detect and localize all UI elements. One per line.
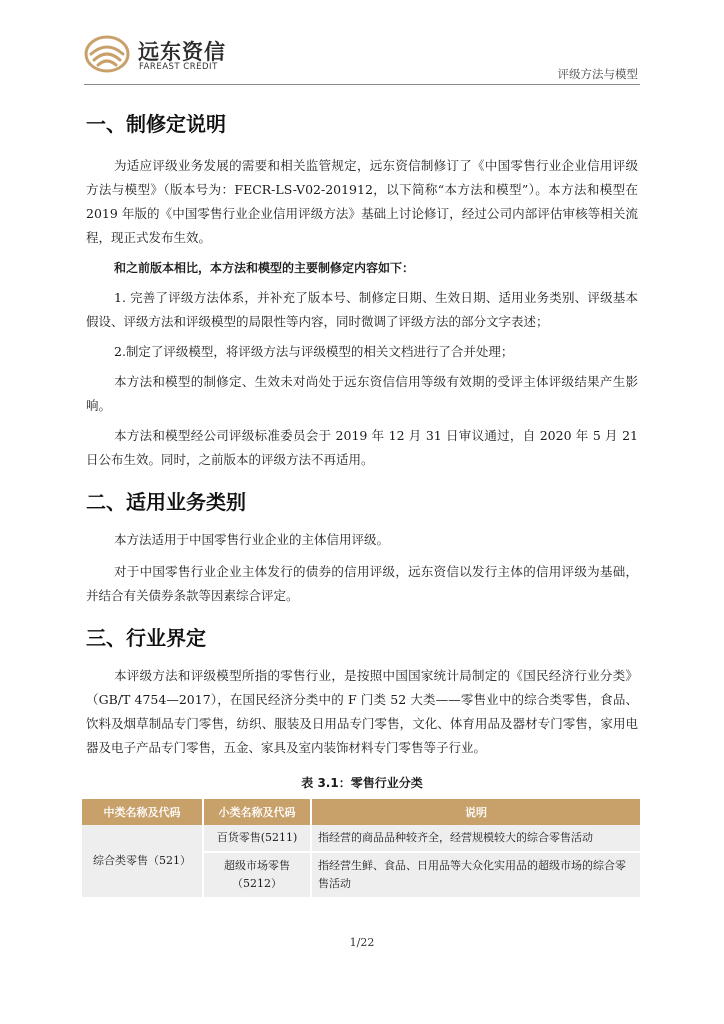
- section-2-paragraph: 本方法适用于中国零售行业企业的主体信用评级。: [114, 532, 390, 547]
- fareast-logo-icon: [84, 34, 130, 74]
- section-1-paragraph: 本方法和模型的制修定、生效未对尚处于远东资信信用等级有效期的受评主体评级结果产生影响。: [86, 374, 638, 413]
- brand-name-cn: 远东资信: [138, 40, 226, 64]
- document-body: [86, 110, 638, 899]
- section-2-title: 二、适用业务类别: [86, 490, 246, 514]
- section-1-paragraph: 1. 完善了评级方法体系，并补充了版本号、制修定日期、生效日期、适用业务类别、评级基本假设、评级方法和评级模型的局限性等内容，同时微调了评级方法的部分文字表述；: [86, 290, 638, 329]
- section-1-title: 一、制修定说明: [86, 112, 226, 136]
- mid-category-cell: 综合类零售（521）: [82, 825, 203, 898]
- section-1-paragraph: 为适应评级业务发展的需要和相关监管规定，远东资信制修订了《中国零售行业企业信用评级方法与模型》（版本号为：FECR-LS-V02-201912，以下简称“本方法和模型”）。本方法和模型在2019 年版的《中国零售行业企业信用评级方法》基础上讨论修订，经过公司内部评估审核等相关流程，现正式发布生效。: [86, 158, 638, 245]
- retail-classification-table: [82, 799, 640, 899]
- table-header-cell: 中类名称及代码: [82, 799, 203, 825]
- page-header: [84, 34, 640, 86]
- brand-name-en: FAREAST CREDIT: [139, 62, 218, 72]
- sub-category-cell: 百货零售(5211): [203, 825, 311, 852]
- header-divider: [84, 84, 640, 85]
- section-1-paragraph: 2.制定了评级模型，将评级方法与评级模型的相关文档进行了合并处理；: [114, 344, 514, 359]
- table-header-cell: 小类名称及代码: [203, 799, 311, 825]
- section-1-paragraph-bold: 和之前版本相比，本方法和模型的主要制修定内容如下：: [114, 261, 415, 275]
- section-2-paragraph: 对于中国零售行业企业主体发行的债券的信用评级，远东资信以发行主体的信用评级为基础，并结合有关债券条款等因素综合评定。: [86, 564, 638, 603]
- table-header-cell: 说明: [311, 799, 640, 825]
- section-3-title: 三、行业界定: [86, 626, 206, 650]
- table-caption: 表 3.1：零售行业分类: [301, 776, 423, 790]
- page-number: 1/22: [349, 936, 375, 949]
- table-header-row: [82, 799, 640, 825]
- sub-category-cell: 超级市场零售（5212）: [203, 852, 311, 898]
- document-type: 评级方法与模型: [557, 67, 638, 81]
- table-row: [82, 825, 640, 852]
- section-3-paragraph: 本评级方法和评级模型所指的零售行业，是按照中国国家统计局制定的《国民经济行业分类》（GB/T 4754—2017），在国民经济分类中的 F 门类 52 大类——零售业中的综合类零售，食品、饮料及烟草制品专门零售，纺织、服装及日用品专门零售，文化、体育用品及器材专门零售，家用电器及电子产品专门零售，五金、家具及室内装饰材料专门零售等子行业。: [86, 668, 638, 755]
- section-1-paragraph: 本方法和模型经公司评级标准委员会于 2019 年 12 月 31 日审议通过，自 2020 年 5 月 21 日公布生效。同时，之前版本的评级方法不再适用。: [86, 428, 638, 467]
- description-cell: 指经营生鲜、食品、日用品等大众化实用品的超级市场的综合零售活动: [311, 852, 640, 898]
- description-cell: 指经营的商品品种较齐全，经营规模较大的综合零售活动: [311, 825, 640, 852]
